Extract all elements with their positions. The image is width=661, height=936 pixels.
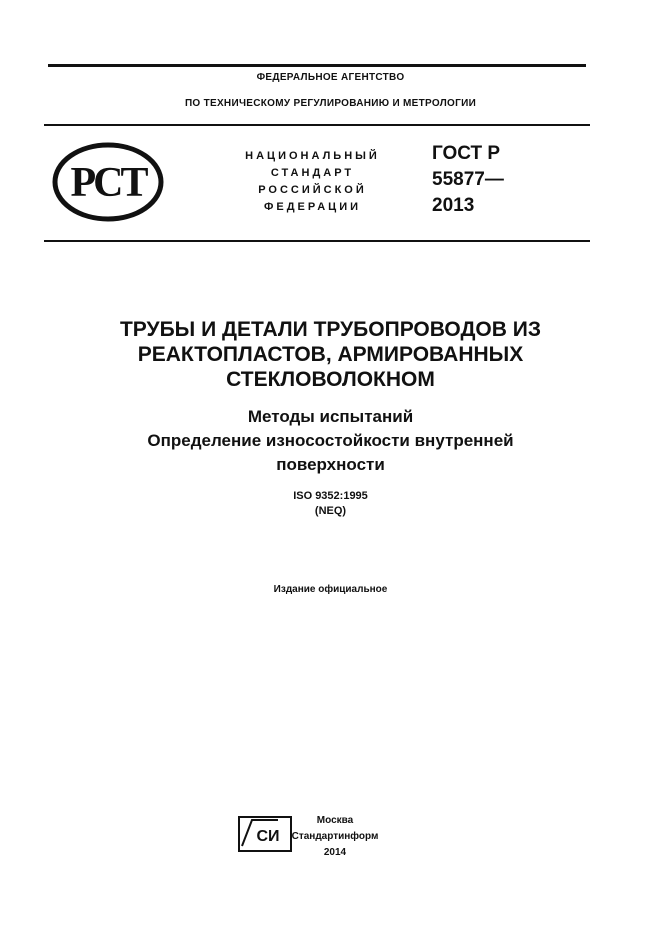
title-line: ТРУБЫ И ДЕТАЛИ ТРУБОПРОВОДОВ ИЗ (119, 318, 542, 341)
top-rule (48, 64, 586, 67)
header-bottom-rule (44, 240, 590, 242)
agency-line-2: ПО ТЕХНИЧЕСКОМУ РЕГУЛИРОВАНИЮ И МЕТРОЛОГИИ (184, 98, 477, 109)
national-standard-line: НАЦИОНАЛЬНЫЙ (245, 150, 380, 162)
national-standard-label (225, 148, 400, 216)
publisher-year: 2014 (323, 847, 347, 858)
national-standard-line: СТАНДАРТ (270, 167, 355, 179)
rst-emblem-icon (52, 142, 164, 222)
standartinform-logo-text: СИ (256, 828, 280, 845)
gost-line: 2013 (432, 195, 475, 216)
title-line: РЕАКТОПЛАСТОВ, АРМИРОВАННЫХ (137, 343, 524, 366)
header-rule (44, 124, 590, 126)
national-standard-line: ФЕДЕРАЦИИ (263, 201, 362, 213)
subtitle-line: Определение износостойкости внутренней (147, 431, 514, 450)
subtitle-line: поверхности (276, 455, 385, 474)
national-standard-line: РОССИЙСКОЙ (258, 184, 367, 196)
gost-line: ГОСТ Р (432, 143, 501, 164)
iso-ref: ISO 9352:1995 (293, 490, 368, 502)
subtitle-line: Методы испытаний (247, 407, 414, 426)
publisher-name: Стандартинформ (291, 831, 379, 842)
iso-reference (200, 489, 461, 519)
document-subtitle (40, 405, 621, 477)
gost-designation (432, 141, 542, 219)
document-title (40, 317, 621, 392)
title-line: СТЕКЛОВОЛОКНОМ (226, 368, 435, 391)
iso-equivalence: (NEQ) (314, 505, 347, 517)
standartinform-logo-icon (238, 816, 292, 852)
gost-line: 55877— (432, 169, 504, 190)
publisher-block (290, 813, 380, 861)
rst-emblem-text: PCT (70, 160, 146, 206)
agency-line-1: ФЕДЕРАЛЬНОЕ АГЕНТСТВО (256, 72, 405, 83)
edition-label: Издание официальное (273, 584, 388, 595)
publisher-city: Москва (316, 815, 354, 826)
